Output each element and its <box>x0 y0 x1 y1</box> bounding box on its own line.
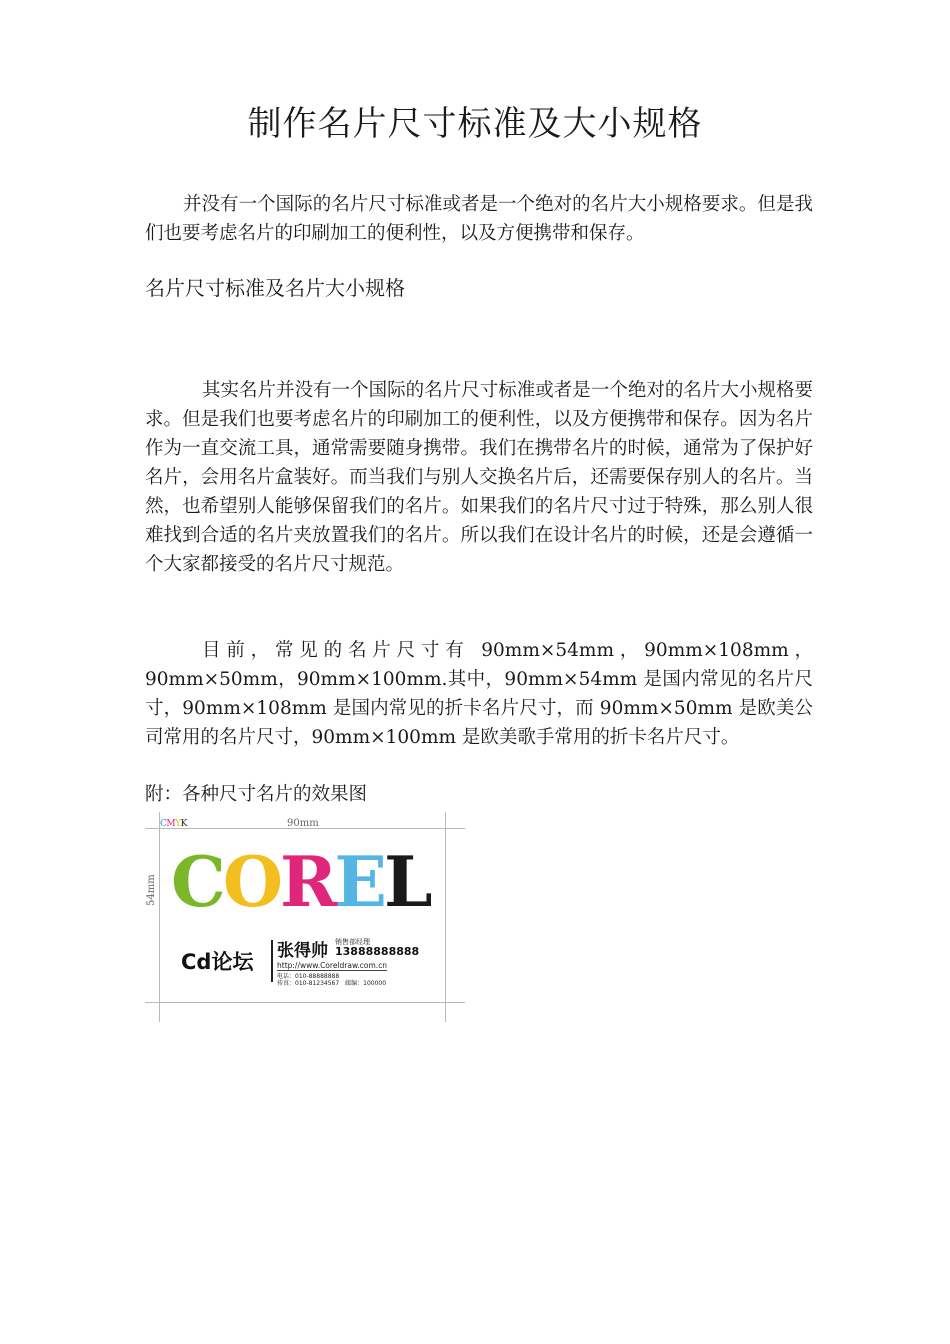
body-paragraph-sizes: 目前，常见的名片尺寸有 90mm×54mm，90mm×108mm，90mm×50mm，90mm×100mm.其中，90mm×54mm 是国内常见的名片尺寸，90mm×108mm 是国内常见的折卡名片尺寸，而 90mm×50mm 是欧美公司常用的名片尺寸，90mm×100mm 是欧美歌手常用的折卡名片尺寸。 <box>145 640 813 748</box>
cmyk-letter: Y <box>175 819 181 829</box>
logo-letter: C <box>171 842 223 923</box>
card-url: http://www.Coreldraw.com.cn <box>277 961 388 970</box>
crop-mark <box>159 812 160 1022</box>
card-holder-role: 销售部经理 <box>335 938 370 946</box>
intro-paragraph: 并没有一个国际的名片尺寸标准或者是一个绝对的名片大小规格要求。但是我们也要考虑名片的印刷加工的便利性，以及方便携带和保存。 <box>145 194 813 244</box>
card-fax: 传真：010-81234567 邮编：100000 <box>277 980 387 987</box>
section-heading: 名片尺寸标准及名片大小规格 <box>145 276 405 300</box>
logo-letter: R <box>280 842 335 923</box>
corel-logo <box>171 842 430 923</box>
cmyk-letter: K <box>180 819 187 829</box>
cmyk-letter: M <box>166 819 176 829</box>
divider <box>271 940 273 982</box>
appendix-label: 附：各种尺寸名片的效果图 <box>145 784 368 805</box>
width-dimension-label: 90mm <box>287 818 319 829</box>
logo-letter: E <box>334 842 384 923</box>
logo-letter: O <box>222 842 281 923</box>
height-dimension-label: 54mm <box>146 874 157 906</box>
logo-letter: L <box>383 842 430 923</box>
crop-mark <box>145 1002 465 1003</box>
body-paragraph-standards: 其实名片并没有一个国际的名片尺寸标准或者是一个绝对的名片大小规格要求。但是我们也要考虑名片的印刷加工的便利性，以及方便携带和保存。因为名片作为一直交流工具，通常需要随身携带。我们在携带名片的时候，通常为了保护好名片，会用名片盒装好。而当我们与别人交换名片后，还需要保存别人的名片。当然，也希望别人能够保留我们的名片。如果我们的名片尺寸过于特殊，那么别人很难找到合适的名片夹放置我们的名片。所以我们在设计名片的时候，还是会遵循一个大家都接受的名片尺寸规范。 <box>145 380 813 575</box>
card-holder-name: 张得帅 <box>277 941 328 961</box>
business-card-figure <box>145 812 465 1022</box>
cmyk-label <box>160 819 187 829</box>
cmyk-letter: C <box>160 819 167 829</box>
card-tel: 电话：010-88888888 <box>277 973 340 980</box>
page-title: 制作名片尺寸标准及大小规格 <box>247 104 703 144</box>
crop-mark <box>445 812 446 1022</box>
forum-logo: Cd论坛 <box>181 950 254 974</box>
card-phone: 13888888888 <box>335 945 420 958</box>
